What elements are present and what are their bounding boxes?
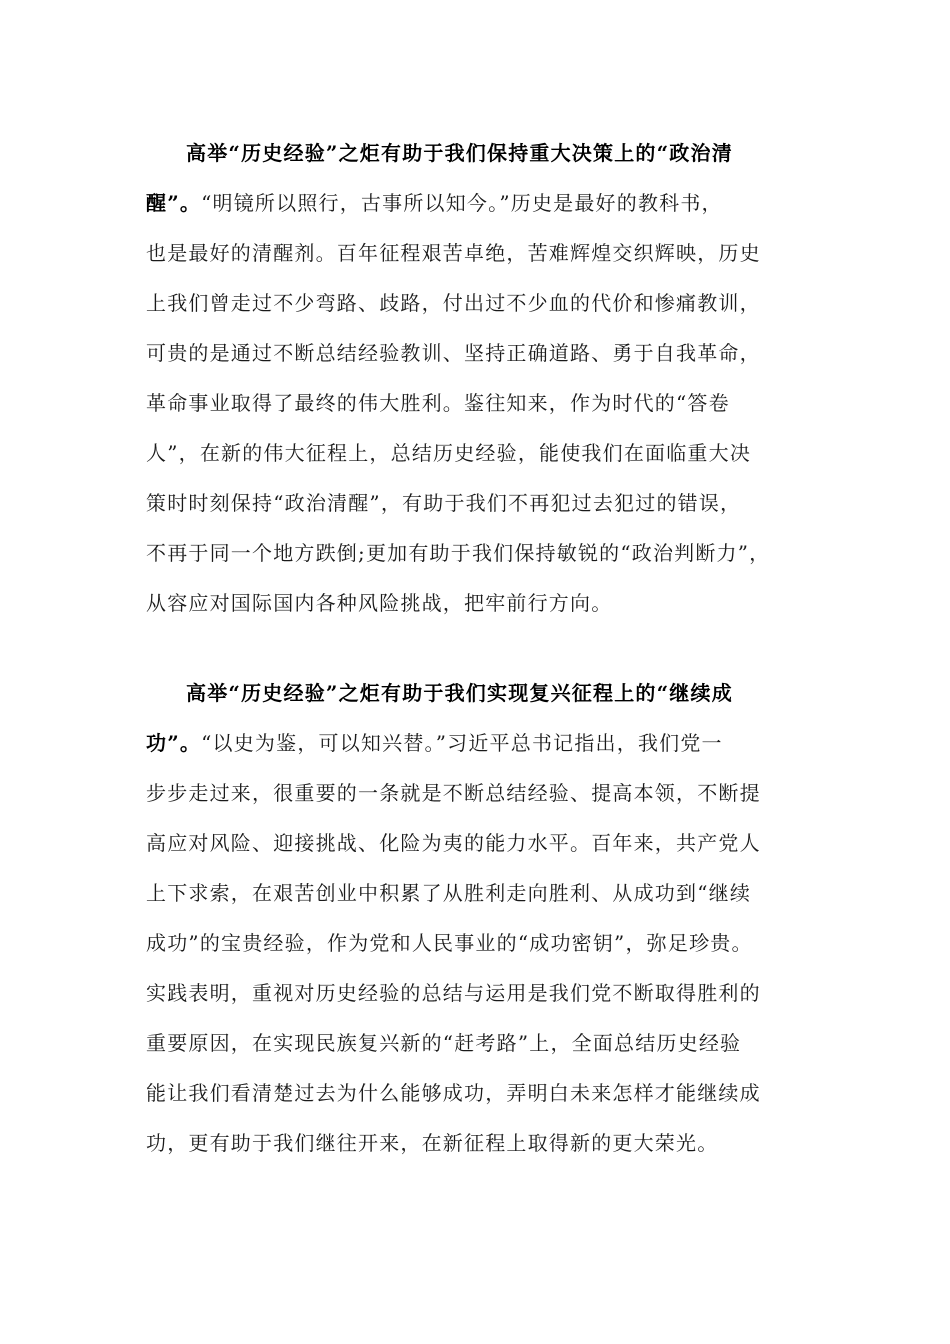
paragraph-line — [146, 128, 826, 178]
line-text: 可贵的是通过不断总结经验教训、坚持正确道路、勇于自我革命， — [146, 341, 761, 365]
paragraph-line — [146, 868, 826, 918]
line-text: 不再于同一个地方跌倒;更加有助于我们保持敏锐的“政治判断力”， — [146, 541, 771, 565]
line-text: 功，更有助于我们继往开来，在新征程上取得新的更大荣光。 — [146, 1131, 719, 1155]
line-text: “以史为鉴，可以知兴替。”习近平总书记指出，我们党一 — [201, 731, 723, 755]
line-text: 策时时刻保持“政治清醒”，有助于我们不再犯过去犯过的错误， — [146, 491, 742, 515]
paragraph-line — [146, 178, 826, 228]
paragraph-line — [146, 1018, 826, 1068]
line-text: 人”，在新的伟大征程上，总结历史经验，能使我们在面临重大决 — [146, 441, 752, 465]
line-text: 上下求索，在艰苦创业中积累了从胜利走向胜利、从成功到“继续 — [146, 881, 752, 905]
line-text: 高应对风险、迎接挑战、化险为夷的能力水平。百年来，共产党人 — [146, 831, 761, 855]
paragraph-line — [146, 818, 826, 868]
paragraph-heading: 高举“历史经验”之炬有助于我们保持重大决策上的“政治清 — [186, 141, 733, 165]
paragraph-line — [146, 918, 826, 968]
line-text: 步步走过来，很重要的一条就是不断总结经验、提高本领，不断提 — [146, 781, 761, 805]
paragraph-line — [146, 528, 826, 578]
paragraph-heading: 醒”。 — [146, 191, 202, 215]
paragraph-line — [146, 278, 826, 328]
paragraph-line — [146, 428, 826, 478]
line-text: 成功”的宝贵经验，作为党和人民事业的“成功密钥”，弥足珍贵。 — [146, 931, 753, 955]
paragraph-line — [146, 1118, 826, 1168]
paragraph-line — [146, 768, 826, 818]
line-text: 革命事业取得了最终的伟大胜利。鉴往知来，作为时代的“答卷 — [146, 391, 730, 415]
line-text: 重要原因，在实现民族复兴新的“赶考路”上，全面总结历史经验 — [146, 1031, 742, 1055]
paragraph-heading: 功”。 — [146, 731, 202, 755]
paragraph-political-sobriety — [146, 128, 826, 628]
line-text: 实践表明，重视对历史经验的总结与运用是我们党不断取得胜利的 — [146, 981, 761, 1005]
paragraph-continued-success — [146, 668, 826, 1168]
paragraph-line — [146, 718, 826, 768]
line-text: 也是最好的清醒剂。百年征程艰苦卓绝，苦难辉煌交织辉映，历史 — [146, 241, 761, 265]
line-text: “明镜所以照行，古事所以知今。”历史是最好的教科书， — [201, 191, 723, 215]
paragraph-line — [146, 968, 826, 1018]
line-text: 上我们曾走过不少弯路、歧路，付出过不少血的代价和惨痛教训， — [146, 291, 761, 315]
paragraph-heading: 高举“历史经验”之炬有助于我们实现复兴征程上的“继续成 — [186, 681, 733, 705]
line-text: 能让我们看清楚过去为什么能够成功，弄明白未来怎样才能继续成 — [146, 1081, 761, 1105]
paragraph-line — [146, 478, 826, 528]
line-text: 从容应对国际国内各种风险挑战，把牢前行方向。 — [146, 591, 613, 615]
paragraph-line — [146, 328, 826, 378]
paragraph-line — [146, 378, 826, 428]
paragraph-line — [146, 1068, 826, 1118]
paragraph-line — [146, 668, 826, 718]
paragraph-line — [146, 578, 826, 628]
paragraph-line — [146, 228, 826, 278]
